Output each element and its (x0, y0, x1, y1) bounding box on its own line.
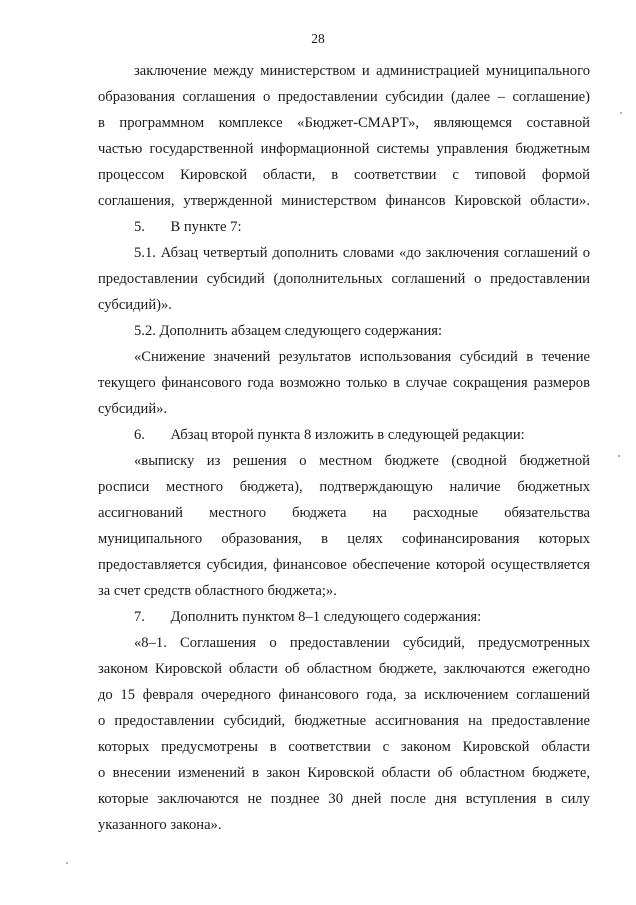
text-line: «8–1. Соглашения о предоставлении субсидий, предусмотренных (134, 635, 590, 651)
text-line: которых предусмотрены в соответствии с законом Кировской области (98, 739, 590, 755)
scan-speck (618, 455, 620, 457)
text-line: в программном комплексе «Бюджет-СМАРТ», являющемся составной (98, 115, 590, 131)
text-line: предоставлении субсидий (дополнительных соглашений о предоставлении (98, 271, 590, 287)
scan-speck (66, 862, 68, 864)
text-line: 5.1. Абзац четвертый дополнить словами «до заключения соглашений о (134, 245, 590, 261)
list-item-heading: 7. Дополнить пунктом 8–1 следующего содержания: (134, 609, 482, 625)
text-line: муниципального образования, в целях софинансирования которых (98, 531, 590, 547)
text-line: до 15 февраля очередного финансового года, за исключением соглашений (98, 687, 590, 703)
text-line: о предоставлении субсидий, бюджетные ассигнования на предоставление (98, 713, 590, 729)
text-line: субсидий». (98, 401, 168, 417)
text-line: соглашения, утвержденной министерством финансов Кировской области». (98, 193, 590, 209)
text-line: ассигнований местного бюджета на расходные обязательства (98, 505, 590, 521)
text-line: законом Кировской области об областном бюджете, заключаются ежегодно (98, 661, 590, 677)
text-line: «Снижение значений результатов использования субсидий в течение (134, 349, 590, 365)
text-line: текущего финансового года возможно только в случае сокращения размеров (98, 375, 590, 391)
text-line: «выписку из решения о местном бюджете (сводной бюджетной (134, 453, 590, 469)
text-line: 5.2. Дополнить абзацем следующего содержания: (134, 323, 443, 339)
text-line: субсидий)». (98, 297, 172, 313)
list-item-heading: 5. В пункте 7: (134, 219, 242, 235)
text-line: заключение между министерством и администрацией муниципального (134, 63, 590, 79)
page-number: 28 (311, 31, 325, 46)
text-line: которые заключаются не позднее 30 дней после дня вступления в силу (98, 791, 590, 807)
text-line: росписи местного бюджета), подтверждающую наличие бюджетных (98, 479, 590, 495)
scan-speck (620, 112, 622, 114)
text-line: предоставляется субсидия, финансовое обеспечение которой осуществляется (98, 557, 590, 573)
list-item-heading: 6. Абзац второй пункта 8 изложить в следующей редакции: (134, 427, 525, 443)
text-line: за счет средств областного бюджета;». (98, 583, 337, 599)
text-line: о внесении изменений в закон Кировской области об областном бюджете, (98, 765, 590, 781)
text-line: частью государственной информационной системы управления бюджетным (98, 141, 590, 157)
text-line: процессом Кировской области, в соответствии с типовой формой (98, 167, 590, 183)
text-line: образования соглашения о предоставлении субсидии (далее – соглашение) (98, 89, 590, 105)
text-line: указанного закона». (98, 817, 222, 833)
